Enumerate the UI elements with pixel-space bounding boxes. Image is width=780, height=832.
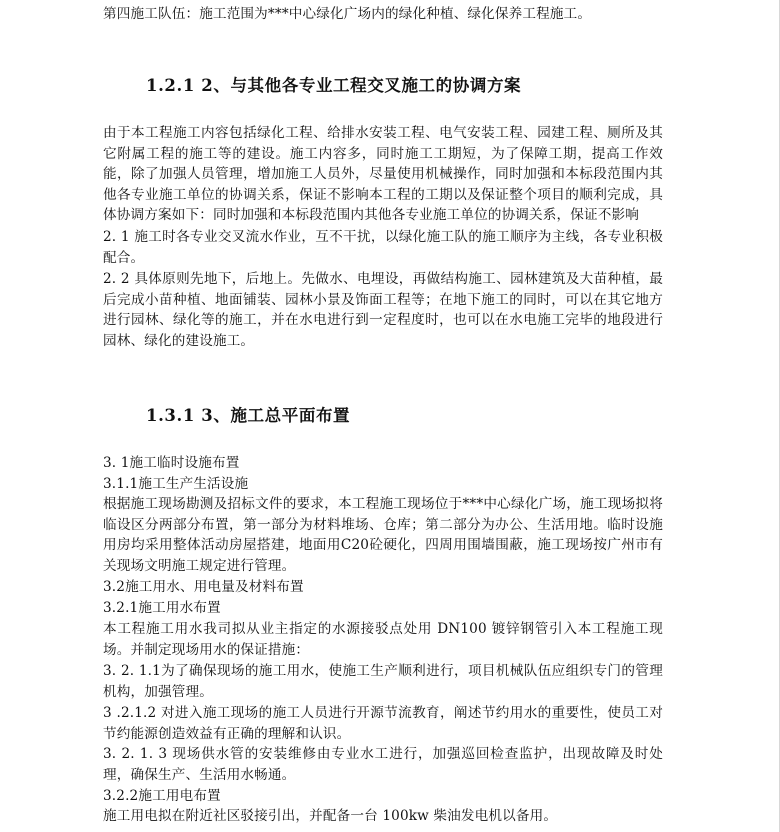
subheading-3-1-1: 3.1.1施工生产生活设施 (103, 476, 249, 492)
paragraph-3-2-1-2: 3 .2.1.2 对进入施工现场的施工人员进行开源节流教育，阐述节约用水的重要性，使员工对节约能源创造效益有正确的理解和认识。 (103, 705, 663, 742)
paragraph-water-supply: 本工程施工用水我司拟从业主指定的水源接驳点处用 DN100 镀锌钢管引入本工程施工现场。并制定现场用水的保证措施： (103, 621, 663, 658)
paragraph-coordination-intro: 由于本工程施工内容包括绿化工程、给排水安装工程、电气安装工程、园建工程、厕所及其它附属工程的施工等的建设。施工内容多，同时施工工期短，为了保障工期，提高工作效能，除了加强人员管理，增加施工人员外，尽量使用机械操作，同时加强和本标段范围内其他各专业施工单位的协调关系，保证不影响本工程的工期以及保证整个项目的顺利完成，具体协调方案如下：同时加强和本标段范围内其他各专业施工单位的协调关系，保证不影响 (103, 125, 663, 223)
paragraph-2-2: 2. 2 具体原则先地下，后地上。先做水、电埋设，再做结构施工、园林建筑及大苗种植，最后完成小苗种植、地面铺装、园林小景及饰面工程等；在地下施工的同时，可以在其它地方进行园林、绿化等的施工，并在水电进行到一定程度时，也可以在水电施工完毕的地段进行园林、绿化的建设施工。 (103, 271, 663, 349)
subheading-3-2-2: 3.2.2施工用电布置 (103, 788, 221, 804)
paragraph-3-2-1-3: 3. 2. 1. 3 现场供水管的安装维修由专业水工进行，加强巡回检查监护，出现故障及时处理，确保生产、生活用水畅通。 (103, 746, 663, 783)
paragraph-3-2-1-1: 3. 2. 1.1为了确保现场的施工用水，使施工生产顺利进行，项目机械队伍应组织专门的管理机构，加强管理。 (103, 663, 663, 700)
subheading-3-2: 3.2施工用水、用电量及材料布置 (103, 579, 304, 595)
intro-line: 第四施工队伍：施工范围为***中心绿化广场内的绿化种植、绿化保养工程施工。 (103, 6, 592, 22)
section-heading-coordination: 1.2.1 2、与其他各专业工程交叉施工的协调方案 (146, 76, 522, 95)
subheading-3-2-1: 3.2.1施工用水布置 (103, 600, 221, 616)
section-heading-site-layout: 1.3.1 3、施工总平面布置 (146, 406, 351, 425)
paragraph-power-supply: 施工用电拟在附近社区驳接引出，并配备一台 100kw 柴油发电机以备用。 (103, 808, 558, 824)
paragraph-site-facilities: 根据施工现场勘测及招标文件的要求，本工程施工现场位于***中心绿化广场，施工现场拟将临设区分两部分布置，第一部分为材料堆场、仓库；第二部分为办公、生活用地。临时设施用房均采用整体活动房屋搭建，地面用C20砼硬化，四周用围墙围蔽，施工现场按广州市有关现场文明施工规定进行管理。 (103, 496, 663, 574)
paragraph-2-1: 2. 1 施工时各专业交叉流水作业，互不干扰，以绿化施工队的施工顺序为主线，各专业积极配合。 (103, 229, 663, 266)
subheading-3-1: 3. 1施工临时设施布置 (103, 455, 240, 471)
